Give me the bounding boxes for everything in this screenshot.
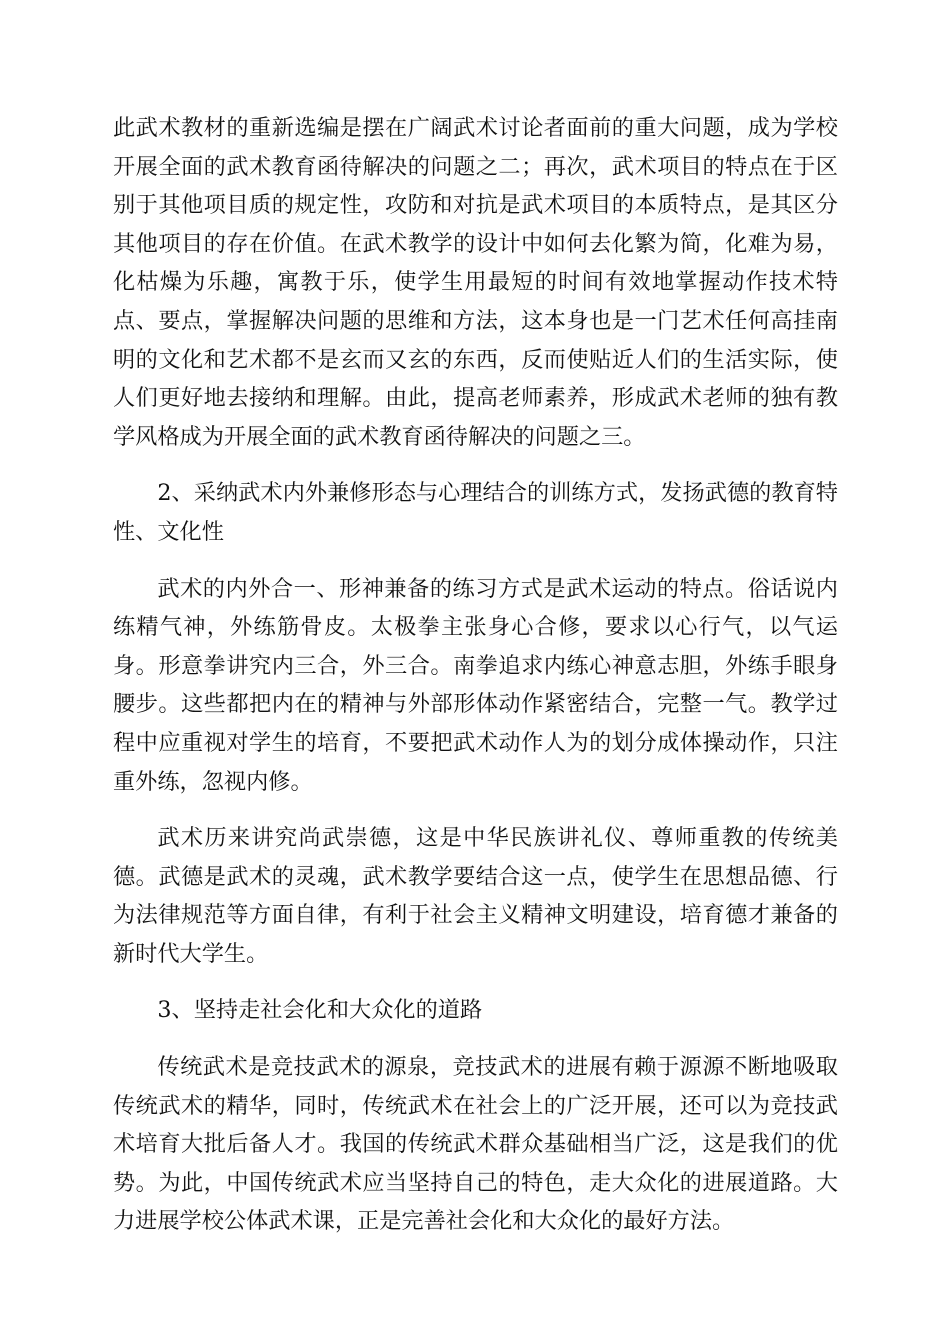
section-heading-2: 2、采纳武术内外兼修形态与心理结合的训练方式，发扬武德的教育特性、文化性 — [113, 480, 838, 545]
body-paragraph-4: 传统武术是竞技武术的源泉，竞技武术的进展有赖于源源不断地吸取传统武术的精华，同时，传统武术在社会上的广泛开展，还可以为竞技武术培育大批后备人才。我国的传统武术群众基础相当广泛，这是我们的优势。为此，中国传统武术应当坚持自己的特色，走大众化的进展道路。大力进展学校公体武术课，正是完善社会化和大众化的最好方法。 — [113, 1054, 838, 1235]
body-paragraph-2: 武术的内外合一、形神兼备的练习方式是武术运动的特点。俗话说内练精气神，外练筋骨皮。太极拳主张身心合修，要求以心行气，以气运身。形意拳讲究内三合，外三合。南拳追求内练心神意志胆，外练手眼身腰步。这些都把内在的精神与外部形体动作紧密结合，完整一气。教学过程中应重视对学生的培育，不要把武术动作人为的划分成体操动作，只注重外练，忽视内修。 — [113, 575, 838, 795]
document-body — [113, 109, 838, 1241]
section-heading-3: 3、坚持走社会化和大众化的道路 — [157, 997, 483, 1024]
body-paragraph-1: 此武术教材的重新选编是摆在广阔武术讨论者面前的重大问题，成为学校开展全面的武术教育函待解决的问题之二；再次，武术项目的特点在于区别于其他项目质的规定性，攻防和对抗是武术项目的本质特点，是其区分其他项目的存在价值。在武术教学的设计中如何去化繁为简，化难为易，化枯燥为乐趣，寓教于乐，使学生用最短的时间有效地掌握动作技术特点、要点，掌握解决问题的思维和方法，这本身也是一门艺术任何高挂南明的文化和艺术都不是玄而又玄的东西，反而使贴近人们的生活实际，使人们更好地去接纳和理解。由此，提高老师素养，形成武术老师的独有教学风格成为开展全面的武术教育函待解决的问题之三。 — [113, 115, 838, 450]
body-paragraph-3: 武术历来讲究尚武崇德，这是中华民族讲礼仪、尊师重教的传统美德。武德是武术的灵魂，武术教学要结合这一点，使学生在思想品德、行为法律规范等方面自律，有利于社会主义精神文明建设，培育德才兼备的新时代大学生。 — [113, 825, 838, 967]
